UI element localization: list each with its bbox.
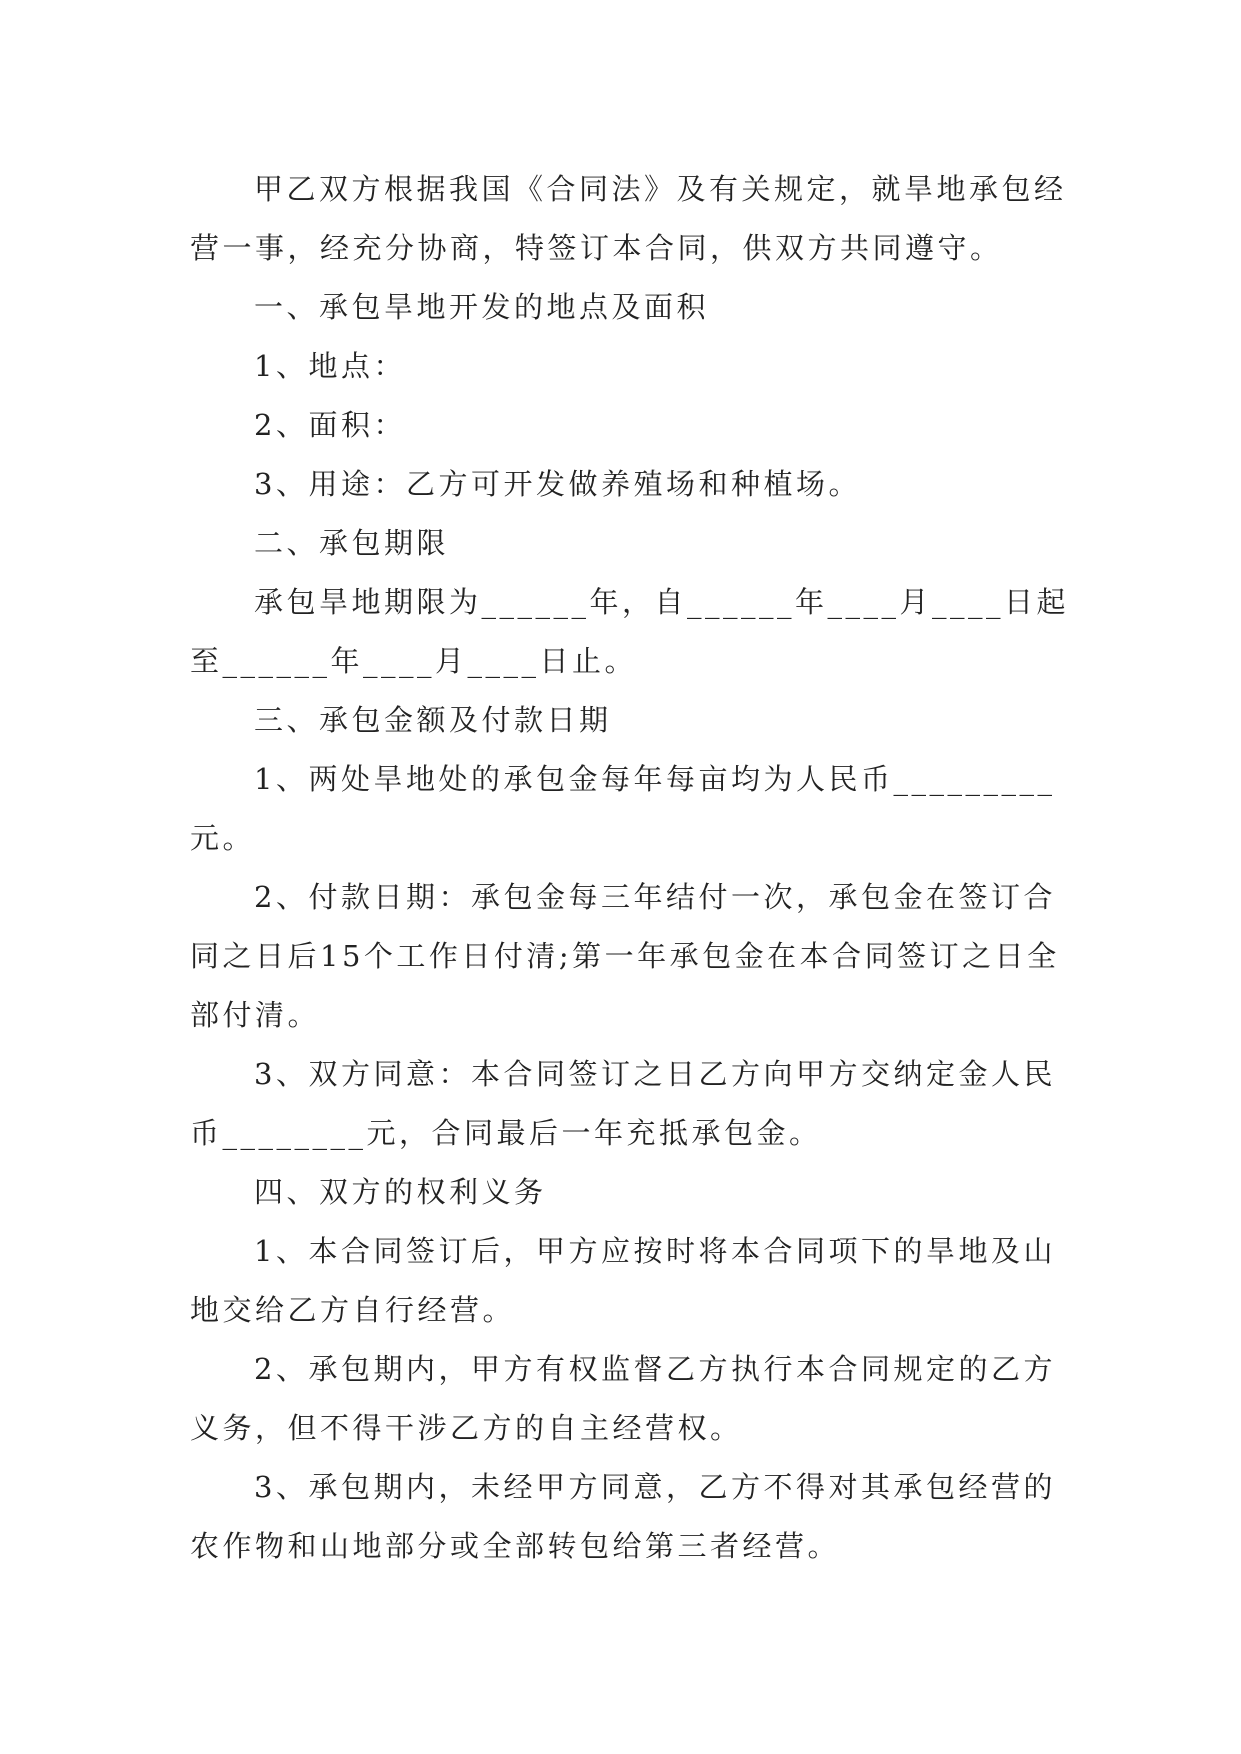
section-heading-location-area: 一、承包旱地开发的地点及面积 [254, 290, 710, 324]
section-heading-payment: 三、承包金额及付款日期 [254, 703, 612, 737]
clause-deposit: 3、双方同意：本合同签订之日乙方向甲方交纳定金人民币________元，合同最后一年充抵承包金。 [190, 1057, 1056, 1150]
clause-supervision: 2、承包期内，甲方有权监督乙方执行本合同规定的乙方义务，但不得干涉乙方的自主经营权。 [190, 1352, 1056, 1445]
section-heading-rights-obligations: 四、双方的权利义务 [254, 1175, 547, 1209]
clause-usage: 3、用途：乙方可开发做养殖场和种植场。 [254, 467, 861, 501]
section-heading-term: 二、承包期限 [254, 526, 450, 560]
clause-handover: 1、本合同签订后，甲方应按时将本合同项下的旱地及山地交给乙方自行经营。 [190, 1234, 1056, 1327]
clause-location: 1、地点： [254, 349, 406, 383]
contract-body [190, 160, 1070, 1576]
clause-area: 2、面积： [254, 408, 406, 442]
clause-term: 承包旱地期限为______年，自______年____月____日起至______年____月____日止。 [190, 585, 1070, 678]
clause-subcontract: 3、承包期内，未经甲方同意，乙方不得对其承包经营的农作物和山地部分或全部转包给第三者经营。 [190, 1470, 1056, 1563]
clause-payment-date: 2、付款日期：承包金每三年结付一次，承包金在签订合同之日后15个工作日付清;第一年承包金在本合同签订之日全部付清。 [190, 880, 1060, 1032]
clause-payment-amount: 1、两处旱地处的承包金每年每亩均为人民币_________元。 [190, 762, 1056, 855]
intro-paragraph: 甲乙双方根据我国《合同法》及有关规定，就旱地承包经营一事，经充分协商，特签订本合同，供双方共同遵守。 [190, 172, 1067, 265]
